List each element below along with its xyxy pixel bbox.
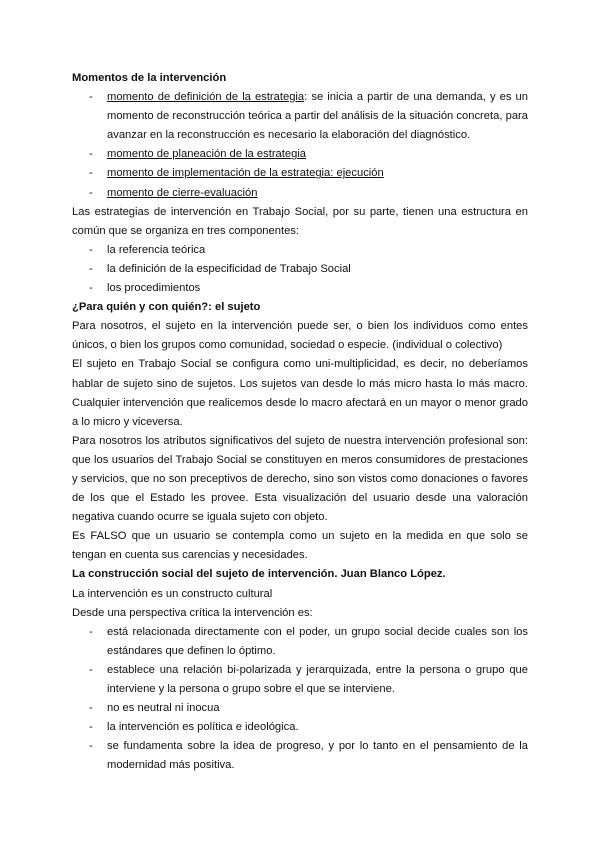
momento-definicion-link: momento de definición de la estrategia [107, 91, 305, 104]
heading-sujeto: ¿Para quién y con quién?: el sujeto [72, 301, 261, 314]
components-list [72, 241, 528, 298]
list-item [72, 184, 528, 203]
paragraph: Desde una perspectiva crítica la intervención es: [72, 606, 313, 619]
list-item: - establece una relación bi-polarizada y jerarquizada, entre la persona o grupo que interviene y la persona o grupo sobre el que se interviene. [72, 661, 528, 699]
heading-momentos: Momentos de la intervención [72, 72, 227, 84]
list-item: - la referencia teórica [72, 241, 528, 260]
momentos-list [72, 88, 528, 203]
momento-cierre: momento de cierre-evaluación [107, 186, 258, 199]
list-item: - no es neutral ni inocua [72, 699, 528, 718]
momento-definicion-text: : se inicia a partir de una demanda, y es un momento de reconstrucción teórica a partir del análisis de la situación concreta, para avanzar en la reconstrucción es necesario la elaboración del diagnóstico. [107, 91, 529, 142]
list-item: - los procedimientos [72, 279, 528, 298]
list-item [72, 164, 528, 183]
paragraph: El sujeto en Trabajo Social se configura como uni-multiplicidad, es decir, no deberíamos hablar de sujeto sino de sujetos. Los sujetos van desde lo más micro hasta lo más macro. Cualquier intervención que realicemos desde lo macro afectará en un mayor o menor grado a lo micro y viceversa. [72, 358, 528, 428]
momento-planeacion: momento de planeación de la estrategia [107, 148, 307, 161]
list-item: - está relacionada directamente con el poder, un grupo social decide cuales son los estándares que definen lo óptimo. [72, 623, 528, 661]
paragraph: Para nosotros, el sujeto en la intervención puede ser, o bien los individuos como entes únicos, o bien los grupos como comunidad, sociedad o especie. (individual o colectivo) [72, 320, 528, 352]
list-item [72, 88, 528, 145]
list-item: - se fundamenta sobre la idea de progreso, y por lo tanto en el pensamiento de la modernidad más positiva. [72, 737, 528, 775]
list-item [72, 145, 528, 164]
perspectiva-list [72, 623, 528, 776]
list-item: - la intervención es política e ideológica. [72, 718, 528, 737]
heading-construccion: La construcción social del sujeto de intervención. Juan Blanco López. [72, 568, 446, 581]
document-page [72, 69, 528, 775]
paragraph-estrategias: Las estrategias de intervención en Trabajo Social, por su parte, tienen una estructura en común que se organiza en tres componentes: [72, 205, 528, 237]
paragraph: La intervención es un constructo cultural [72, 587, 273, 600]
paragraph: Es FALSO que un usuario se contempla como un sujeto en la medida en que solo se tengan en cuenta sus carencias y necesidades. [72, 530, 528, 562]
momento-implementacion: momento de implementación de la estrategia: ejecución [107, 167, 384, 180]
paragraph: Para nosotros los atributos significativos del sujeto de nuestra intervención profesional son: que los usuarios del Trabajo Social se constituyen en meros consumidores de prestaciones y servicios, que no son preceptivos de derecho, sino son vistos como donaciones o favores de los que el Estado les provee. Esta visualización del usuario desde una valoración negativa cuando ocurre se iguala sujeto con objeto. [72, 434, 528, 524]
list-item: - la definición de la especificidad de Trabajo Social [72, 260, 528, 279]
